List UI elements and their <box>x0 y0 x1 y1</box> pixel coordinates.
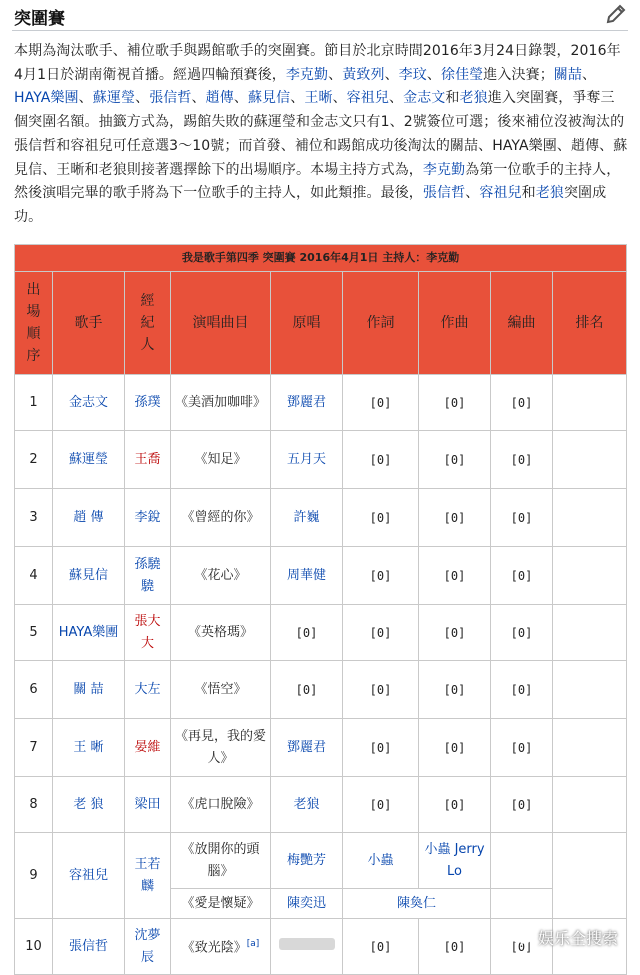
link-laolang[interactable]: 老狼 <box>459 90 488 107</box>
table-header-row <box>15 272 627 375</box>
link-likeqin[interactable]: 李克勤 <box>285 66 329 83</box>
cell-lyricist: [0] <box>343 605 419 661</box>
cell-rank <box>553 833 627 919</box>
cell-order: 4 <box>15 547 53 605</box>
cell-arranger: [0] <box>491 605 553 661</box>
cell-original-link[interactable]: 五月天 <box>271 431 343 489</box>
cell-lyricist: [0] <box>343 777 419 833</box>
cell-arranger <box>491 833 553 889</box>
cell-singer-link[interactable]: 關 喆 <box>53 661 125 719</box>
cell-agent-link[interactable]: 晏維 <box>125 719 171 777</box>
cell-rank <box>553 431 627 489</box>
cell-lyricist: [0] <box>343 431 419 489</box>
cell-song: 《美酒加咖啡》 <box>171 375 271 431</box>
link-rongzuer[interactable]: 容祖兒 <box>346 90 389 107</box>
cell-singer-link[interactable]: 趙 傳 <box>53 489 125 547</box>
watermark-text: 娱乐全搜索 <box>537 929 618 948</box>
cell-lyricist: [0] <box>343 375 419 431</box>
cell-original-link[interactable]: 許巍 <box>271 489 343 547</box>
blurred-text <box>279 938 335 950</box>
cell-composer: [0] <box>419 605 491 661</box>
cell-original-link[interactable]: 鄧麗君 <box>271 719 343 777</box>
link-zhangxinzhe[interactable]: 張信哲 <box>149 90 192 107</box>
cell-arranger: [0] <box>491 547 553 605</box>
cell-arranger: [0] <box>491 719 553 777</box>
section-title: 突圍賽 <box>14 9 65 29</box>
cell-agent-link[interactable]: 孫璞 <box>125 375 171 431</box>
section-divider <box>12 30 628 31</box>
cell-song: 《知足》 <box>171 431 271 489</box>
cell-order: 10 <box>15 919 53 975</box>
table-caption: 我是歌手第四季 突圍賽 2016年4月1日 主持人：李克勤 <box>15 245 627 272</box>
cell-singer-link[interactable]: 老 狼 <box>53 777 125 833</box>
cell-order: 1 <box>15 375 53 431</box>
cell-agent-link[interactable]: 王喬 <box>125 431 171 489</box>
song-title: 《致光陰》 <box>181 940 247 956</box>
cell-rank <box>553 661 627 719</box>
cell-agent-link[interactable]: 孫驍驍 <box>125 547 171 605</box>
header-lyricist: 作詞 <box>343 272 419 375</box>
wechat-icon <box>510 927 532 949</box>
table-row <box>15 605 627 661</box>
cell-agent-link[interactable]: 沈夢辰 <box>125 919 171 975</box>
cell-composer: [0] <box>419 547 491 605</box>
cell-lyricist: [0] <box>343 547 419 605</box>
cell-singer-link[interactable]: 蘇見信 <box>53 547 125 605</box>
cell-composer: [0] <box>419 777 491 833</box>
cell-original <box>271 919 343 975</box>
link-haya[interactable]: HAYA樂團 <box>14 90 79 107</box>
cell-singer-link[interactable]: 容祖兒 <box>53 833 125 919</box>
results-table <box>14 244 627 975</box>
table-row <box>15 489 627 547</box>
table-row <box>15 547 627 605</box>
cell-song: 《愛是懷疑》 <box>171 889 271 919</box>
header-original: 原唱 <box>271 272 343 375</box>
link-wangxi[interactable]: 王晰 <box>304 90 333 107</box>
cell-song: 《花心》 <box>171 547 271 605</box>
header-song: 演唱曲目 <box>171 272 271 375</box>
link-zhaochuan[interactable]: 趙傳 <box>205 90 234 107</box>
header-composer: 作曲 <box>419 272 491 375</box>
cell-original-link[interactable]: 老狼 <box>271 777 343 833</box>
footnote-ref[interactable]: [a] <box>246 939 260 950</box>
cell-lyricist-composer-link[interactable]: 陳奐仁 <box>343 889 491 919</box>
cell-song: 《英格瑪》 <box>171 605 271 661</box>
cell-original-link[interactable]: 陳奕迅 <box>271 889 343 919</box>
cell-order: 8 <box>15 777 53 833</box>
link-likeqin-2[interactable]: 李克勤 <box>422 161 466 178</box>
header-rank: 排名 <box>553 272 627 375</box>
cell-song: 《放開你的頭腦》 <box>171 833 271 889</box>
table-row <box>15 833 627 889</box>
cell-order: 6 <box>15 661 53 719</box>
pencil-edit-icon[interactable] <box>604 2 628 26</box>
link-guanzhe[interactable]: 關喆 <box>553 66 582 83</box>
cell-agent-link[interactable]: 李銳 <box>125 489 171 547</box>
table-row <box>15 431 627 489</box>
cell-singer-link[interactable]: HAYA樂團 <box>53 605 125 661</box>
cell-original-link[interactable]: 梅艷芳 <box>271 833 343 889</box>
cell-singer-link[interactable]: 蘇運瑩 <box>53 431 125 489</box>
cell-lyricist: [0] <box>343 661 419 719</box>
cell-song: 《虎口脫險》 <box>171 777 271 833</box>
table-row <box>15 719 627 777</box>
cell-composer: [0] <box>419 431 491 489</box>
cell-composer-link[interactable]: 小蟲 Jerry Lo <box>419 833 491 889</box>
link-rongzuer-2[interactable]: 容祖兒 <box>479 185 522 202</box>
cell-original-link[interactable]: 鄧麗君 <box>271 375 343 431</box>
cell-song: 《再見，我的愛人》 <box>171 719 271 777</box>
cell-original: [0] <box>271 661 343 719</box>
cell-arranger: [0] <box>491 375 553 431</box>
cell-lyricist: [0] <box>343 919 419 975</box>
table-row <box>15 661 627 719</box>
cell-order: 3 <box>15 489 53 547</box>
link-sujianxin[interactable]: 蘇見信 <box>247 90 291 107</box>
cell-song: 《悟空》 <box>171 661 271 719</box>
cell-rank <box>553 489 627 547</box>
header-singer: 歌手 <box>53 272 125 375</box>
cell-arranger: [0] <box>491 919 553 975</box>
table-row <box>15 777 627 833</box>
cell-composer: [0] <box>419 919 491 975</box>
cell-arranger: [0] <box>491 431 553 489</box>
intro-paragraph: 本期為淘汰歌手、補位歌手與踢館歌手的突圍賽。節目於北京時間2016年3月24日錄製，2016年4月1日於湖南衛視首播。經過四輪預賽後，李克勤、黃致列、李玟、徐佳瑩進入決賽；關喆、HAYA樂團、蘇運瑩、張信哲、趙傳、蘇見信、王晰、容祖兒、金志文和老狼進入突圍賽，爭奪三個突圍名額。抽籤方式為，踢館失敗的蘇運瑩和金志文只有1、2號簽位可選；後來補位沒被淘汰的張信哲和容祖兒可任意選3～10號；而首發、補位和踢館成功後淘汰的關喆、HAYA樂團、趙傳、蘇見信、王晰和老狼則接著選擇餘下的出場順序。本場主持方式為，李克勤為第一位歌手的主持人，然後演唱完畢的歌手將為下一位歌手的主持人，如此類推。最後，張信哲、容祖兒和老狼突圍成功。 <box>14 43 628 225</box>
cell-singer-link[interactable]: 張信哲 <box>53 919 125 975</box>
cell-singer-link[interactable]: 王 晰 <box>53 719 125 777</box>
cell-agent-link[interactable]: 梁田 <box>125 777 171 833</box>
cell-song <box>171 919 271 975</box>
cell-song: 《曾經的你》 <box>171 489 271 547</box>
cell-rank <box>553 375 627 431</box>
header-agent: 經紀人 <box>125 272 171 375</box>
link-jinzhiwen[interactable]: 金志文 <box>403 90 446 107</box>
cell-original-link[interactable]: 周華健 <box>271 547 343 605</box>
cell-rank <box>553 605 627 661</box>
cell-rank <box>553 719 627 777</box>
cell-order: 2 <box>15 431 53 489</box>
cell-arranger: [0] <box>491 661 553 719</box>
cell-agent-link[interactable]: 王若麟 <box>125 833 171 919</box>
link-suyunying[interactable]: 蘇運瑩 <box>92 90 136 107</box>
cell-agent-link[interactable]: 大左 <box>125 661 171 719</box>
header-arranger: 編曲 <box>491 272 553 375</box>
cell-order: 9 <box>15 833 53 919</box>
cell-composer: [0] <box>419 661 491 719</box>
link-laolang-2[interactable]: 老狼 <box>535 185 564 202</box>
cell-order: 7 <box>15 719 53 777</box>
cell-rank <box>553 547 627 605</box>
cell-composer: [0] <box>419 719 491 777</box>
cell-lyricist-link[interactable]: 小蟲 <box>343 833 419 889</box>
watermark <box>510 926 618 949</box>
cell-lyricist: [0] <box>343 719 419 777</box>
cell-singer-link[interactable]: 金志文 <box>53 375 125 431</box>
cell-composer: [0] <box>419 375 491 431</box>
cell-composer: [0] <box>419 489 491 547</box>
cell-arranger: [0] <box>491 489 553 547</box>
link-huangzhilie[interactable]: 黃致列 <box>342 66 385 83</box>
cell-lyricist: [0] <box>343 489 419 547</box>
header-order: 出場順序 <box>15 272 53 375</box>
section-header <box>0 0 640 30</box>
table-row <box>15 375 627 431</box>
cell-agent-link[interactable]: 張大大 <box>125 605 171 661</box>
link-xujiaying[interactable]: 徐佳瑩 <box>440 66 484 83</box>
link-limei[interactable]: 李玟 <box>398 66 427 83</box>
cell-arranger: [0] <box>491 777 553 833</box>
cell-rank <box>553 777 627 833</box>
link-zhangxinzhe-2[interactable]: 張信哲 <box>422 185 466 202</box>
cell-original: [0] <box>271 605 343 661</box>
cell-order: 5 <box>15 605 53 661</box>
cell-arranger <box>491 889 553 919</box>
